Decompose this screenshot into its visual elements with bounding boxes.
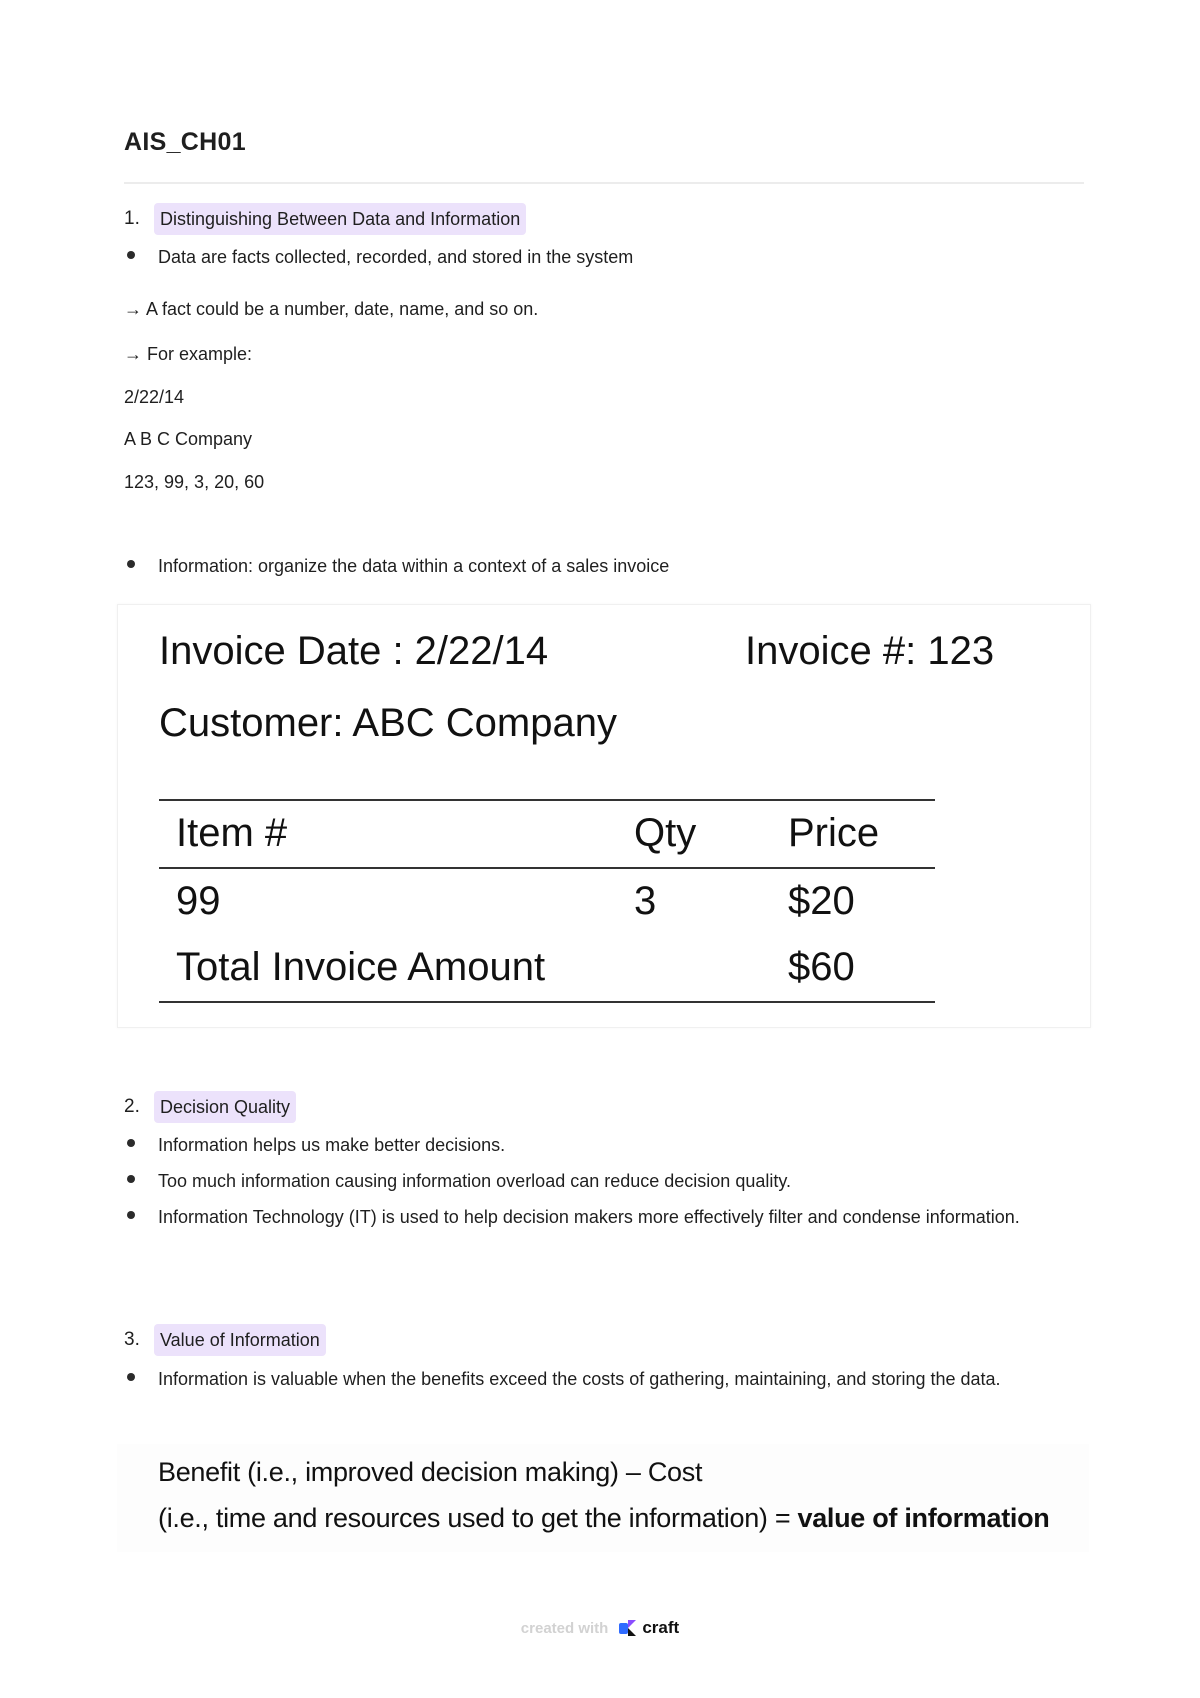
section-number: 2. bbox=[124, 1096, 140, 1117]
list-item: Information helps us make better decisions. bbox=[124, 1131, 1082, 1160]
footer bbox=[0, 1618, 1200, 1638]
craft-logo-icon bbox=[618, 1618, 638, 1638]
column-header: Qty bbox=[634, 811, 697, 855]
formula-line-1: Benefit (i.e., improved decision making) – Cost bbox=[158, 1457, 703, 1487]
formula-image bbox=[117, 1444, 1089, 1552]
bullet-icon bbox=[127, 560, 135, 568]
section-1-heading bbox=[124, 203, 526, 235]
section-title-highlight: Value of Information bbox=[154, 1324, 326, 1356]
formula-line-2: (i.e., time and resources used to get the information) = value of information bbox=[158, 1503, 1050, 1533]
section-number: 3. bbox=[124, 1329, 140, 1350]
table-row bbox=[159, 935, 935, 1001]
table-cell: $60 bbox=[788, 945, 855, 989]
table-cell: Total Invoice Amount bbox=[176, 945, 546, 989]
invoice-table bbox=[159, 799, 935, 1003]
list-item: Data are facts collected, recorded, and stored in the system bbox=[124, 243, 1082, 272]
footer-created-with: created with bbox=[520, 1619, 609, 1637]
text-line: → For example: bbox=[124, 344, 253, 364]
table-cell: 99 bbox=[176, 879, 221, 923]
bullet-icon bbox=[127, 1373, 135, 1381]
bullet-icon bbox=[127, 1211, 135, 1219]
list-item: Information: organize the data within a context of a sales invoice bbox=[124, 552, 1082, 581]
table-cell: $20 bbox=[788, 879, 855, 923]
text-line: 123, 99, 3, 20, 60 bbox=[124, 472, 265, 492]
craft-brand-text: craft bbox=[642, 1618, 680, 1637]
bullet-icon bbox=[127, 251, 135, 259]
section-title-highlight: Decision Quality bbox=[154, 1091, 296, 1123]
invoice-customer: Customer: ABC Company bbox=[159, 701, 617, 745]
list-item: Too much information causing information overload can reduce decision quality. bbox=[124, 1167, 1082, 1196]
section-3-heading bbox=[124, 1324, 326, 1356]
title-divider bbox=[124, 182, 1084, 184]
table-header-row bbox=[159, 801, 935, 869]
formula-result: value of information bbox=[797, 1503, 1050, 1533]
page-title: AIS_CH01 bbox=[124, 128, 246, 156]
section-2-heading bbox=[124, 1091, 296, 1123]
list-item: Information Technology (IT) is used to help decision makers more effectively filter and condense information. bbox=[124, 1203, 1082, 1232]
table-cell: 3 bbox=[634, 879, 657, 923]
section-title-highlight: Distinguishing Between Data and Information bbox=[154, 203, 526, 235]
invoice-date: Invoice Date : 2/22/14 bbox=[159, 629, 549, 673]
column-header: Item # bbox=[176, 811, 288, 855]
text-line: A B C Company bbox=[124, 429, 253, 449]
section-number: 1. bbox=[124, 208, 140, 229]
bullet-icon bbox=[127, 1139, 135, 1147]
bullet-icon bbox=[127, 1175, 135, 1183]
invoice-number: Invoice #: 123 bbox=[745, 629, 995, 673]
table-row bbox=[159, 869, 935, 935]
text-line: 2/22/14 bbox=[124, 387, 185, 407]
column-header: Price bbox=[788, 811, 880, 855]
text-line: → A fact could be a number, date, name, and so on. bbox=[124, 299, 539, 319]
craft-logo-link[interactable] bbox=[618, 1618, 679, 1638]
list-item: Information is valuable when the benefits exceed the costs of gathering, maintaining, and storing the data. bbox=[124, 1365, 1082, 1394]
invoice-image bbox=[117, 604, 1091, 1028]
